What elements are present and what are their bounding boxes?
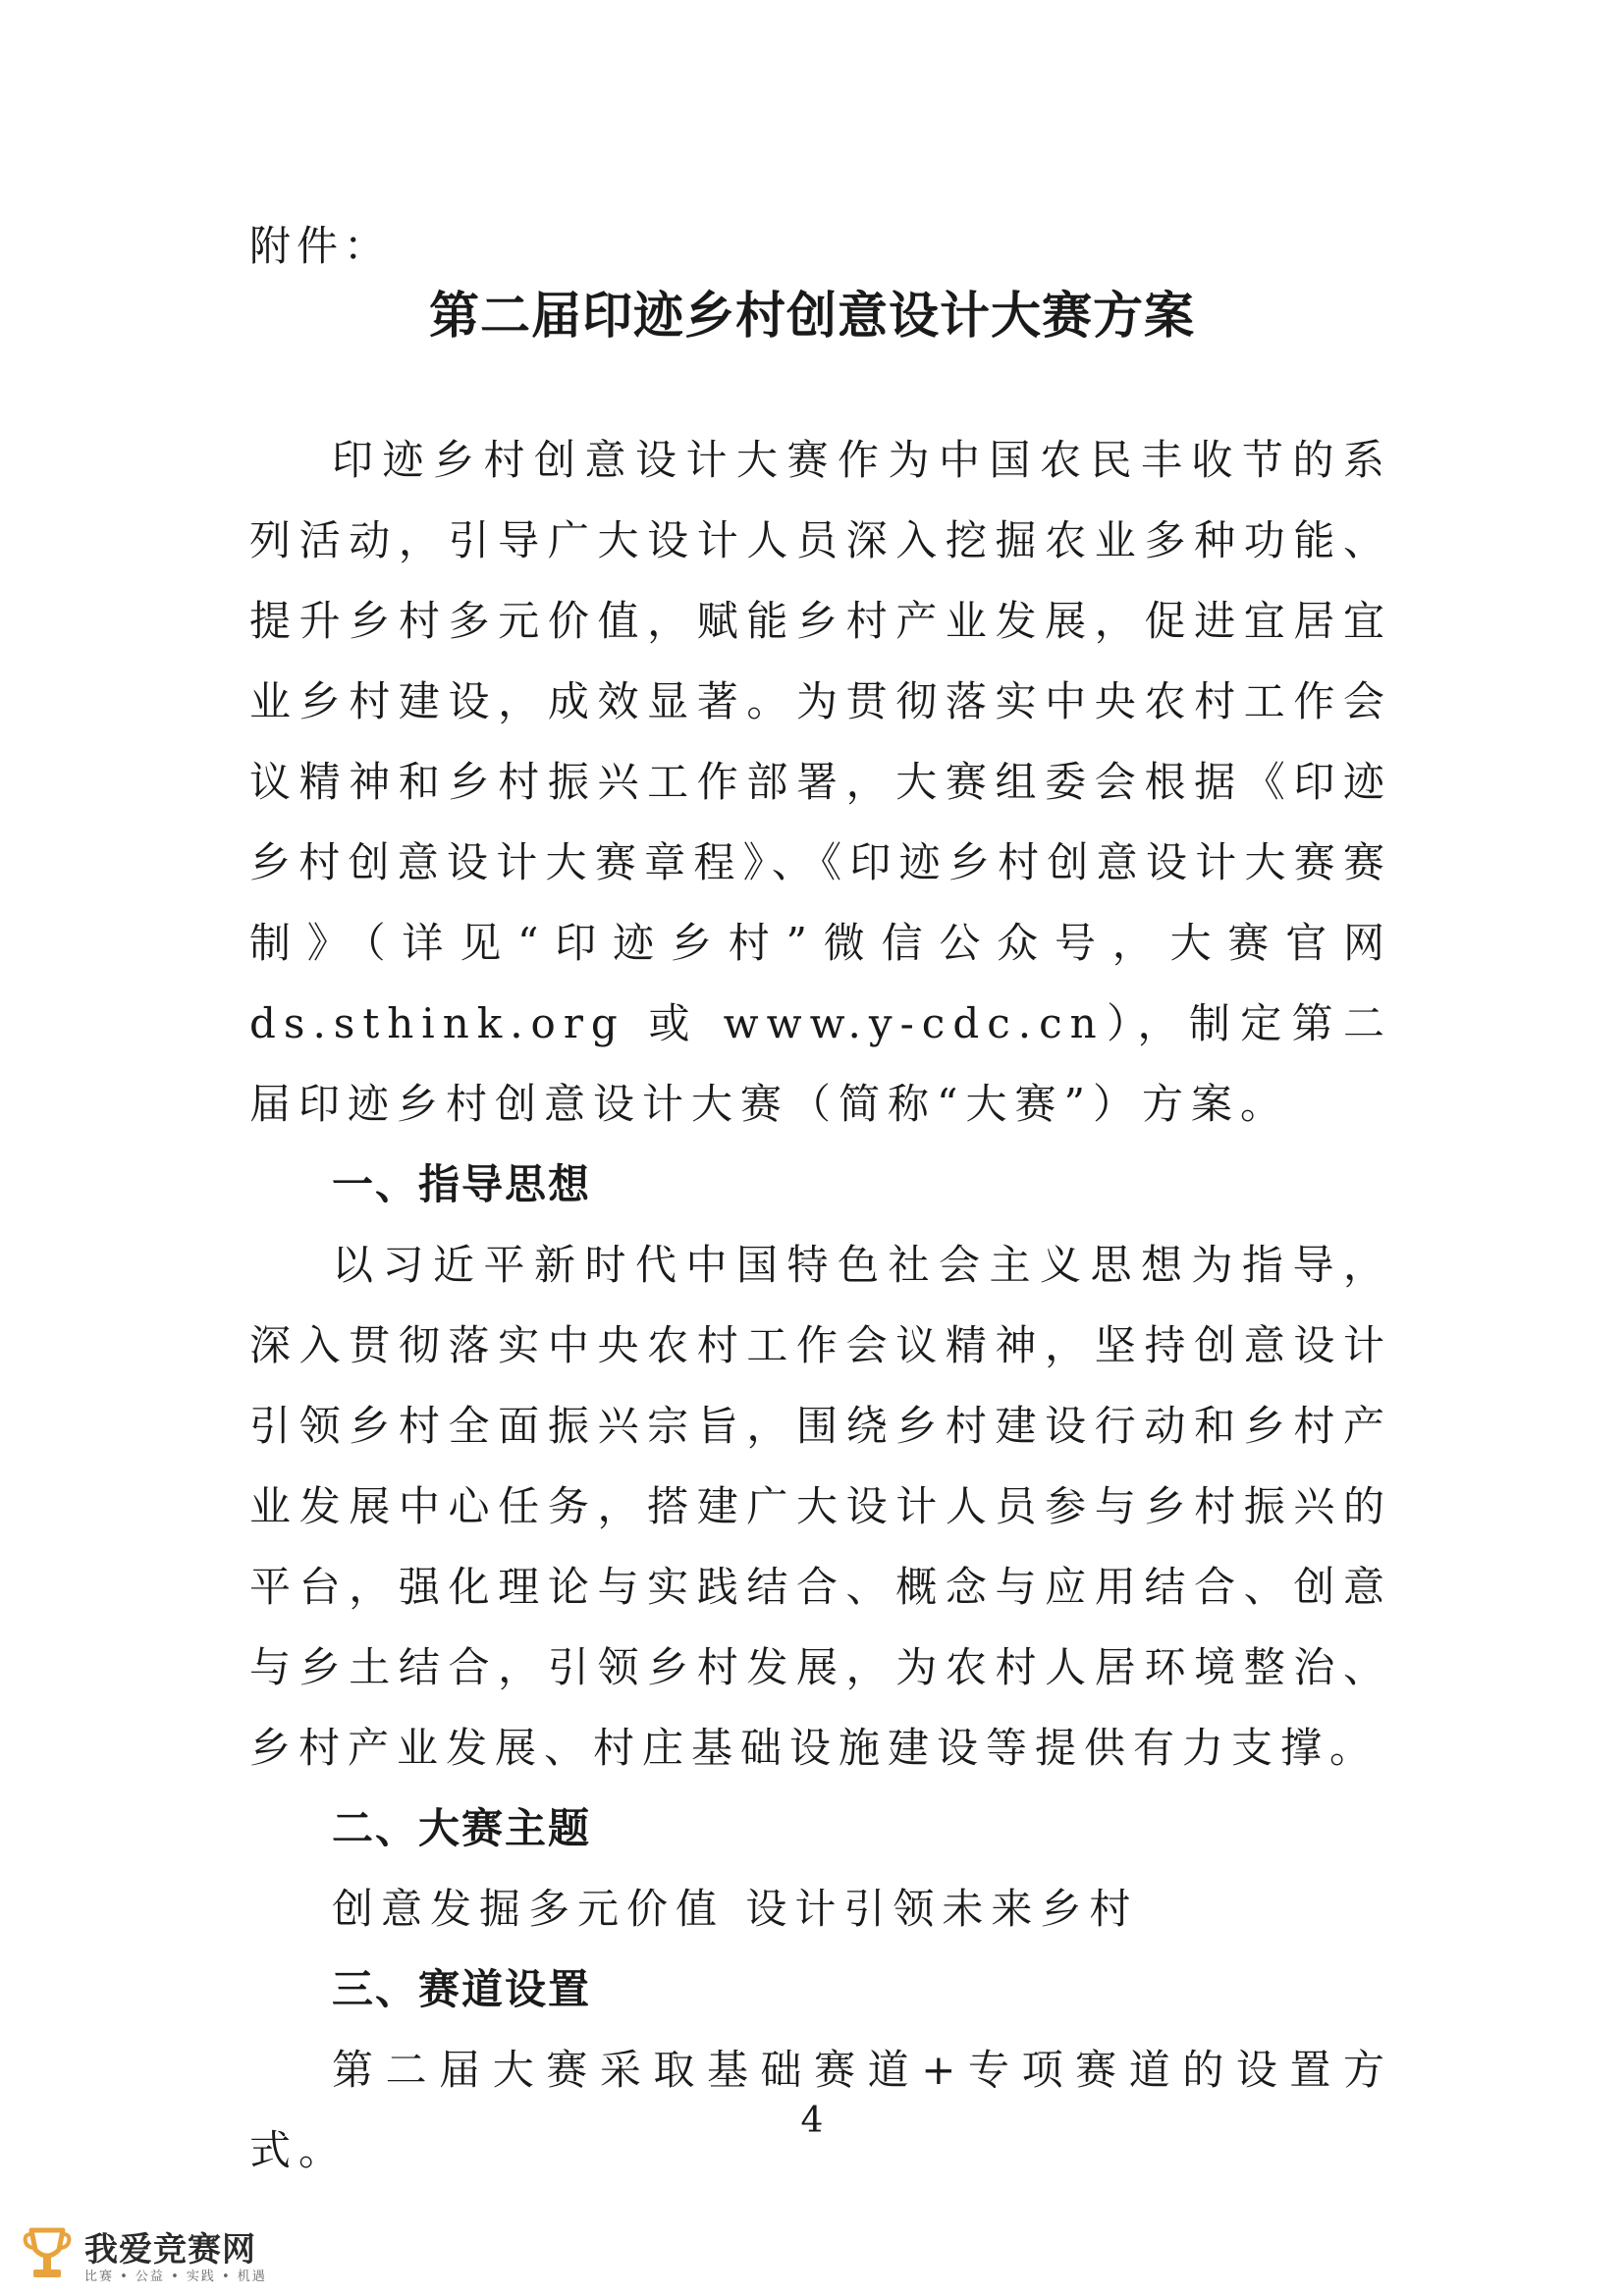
document-body xyxy=(249,420,1392,2191)
section-heading-guiding-ideology: 一、指导思想 xyxy=(332,1160,592,1208)
intro-paragraph: 印迹乡村创意设计大赛作为中国农民丰收节的系列活动，引导广大设计人员深入挖掘农业多种功能、提升乡村多元价值，赋能乡村产业发展，促进宜居宜业乡村建设，成效显著。为贯彻落实中央农村工作会议精神和乡村振兴工作部署，大赛组委会根据《印迹乡村创意设计大赛章程》、《印迹乡村创意设计大赛赛制》（详见“印迹乡村”微信公众号，大赛官网 ds.sthink.org 或 www.y-cdc.cn），制定第二届印迹乡村创意设计大赛（简称“大赛”）方案。 xyxy=(249,436,1392,1128)
guiding-ideology-paragraph: 以习近平新时代中国特色社会主义思想为指导，深入贯彻落实中央农村工作会议精神，坚持创意设计引领乡村全面振兴宗旨，围绕乡村建设行动和乡村产业发展中心任务，搭建广大设计人员参与乡村振兴的平台，强化理论与实践结合、概念与应用结合、创意与乡土结合，引领乡村发展，为农村人居环境整治、乡村产业发展、村庄基础设施建设等提供有力支撑。 xyxy=(249,1241,1392,1772)
attachment-label: 附件： xyxy=(249,222,392,270)
page-number: 4 xyxy=(800,2101,824,2141)
watermark-name: 我爱竞赛网 xyxy=(84,2230,256,2269)
watermark-slogan: 比赛 • 公益 • 实践 • 机遇 xyxy=(84,2269,267,2284)
section-heading-theme: 二、大赛主题 xyxy=(332,1804,592,1852)
watermark-logo xyxy=(22,2220,277,2289)
section-heading-tracks: 三、赛道设置 xyxy=(332,1965,592,2013)
tracks-paragraph: 第二届大赛采取基础赛道+专项赛道的设置方式。 xyxy=(249,2046,1392,2174)
document-title: 第二届印迹乡村创意设计大赛方案 xyxy=(428,288,1195,346)
theme-paragraph: 创意发掘多元价值 设计引领未来乡村 xyxy=(332,1885,1139,1933)
trophy-icon xyxy=(22,2224,73,2283)
